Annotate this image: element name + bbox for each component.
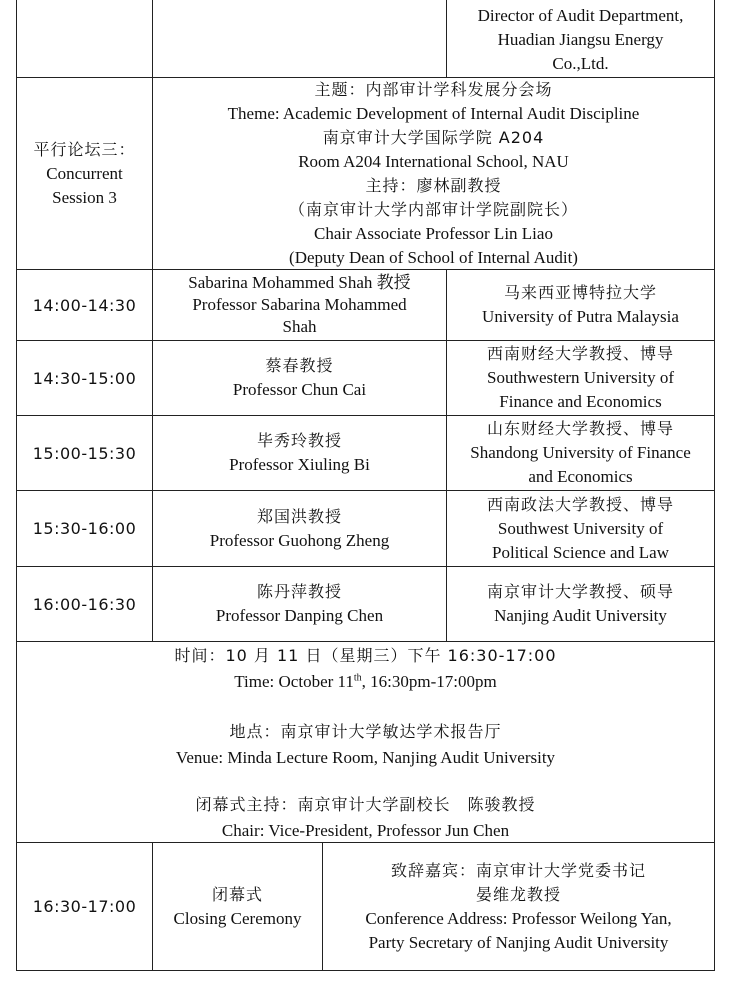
affiliation-line: and Economics: [528, 467, 633, 486]
event-cell: [153, 843, 322, 970]
closing-chair-en: Chair: Vice-President, Professor Jun Chen: [221, 821, 510, 840]
speaker-line: 蔡春教授: [265, 356, 334, 375]
session-label-en: Concurrent: [46, 163, 123, 183]
address-line: Conference Address: Professor Weilong Yan,: [365, 908, 672, 928]
event-cn: 闭幕式: [211, 884, 263, 904]
table-border-right: [714, 0, 715, 971]
speaker-cell: [153, 491, 446, 566]
col-divider: [152, 0, 153, 78]
affiliation-line: 山东财经大学教授、博导: [486, 419, 674, 438]
affiliation-line: Nanjing Audit University: [494, 606, 667, 625]
time-cell: [17, 416, 152, 490]
chair-title-cn: （南京审计大学内部审计学院副院长）: [288, 199, 578, 219]
affiliation-line: University of Putra Malaysia: [482, 307, 679, 326]
closing-venue-cn: 地点：南京审计大学敏达学术报告厅: [229, 722, 502, 741]
speaker-cell: [153, 341, 446, 415]
closing-info-cell: [17, 643, 714, 842]
speaker-line: Professor Xiuling Bi: [229, 455, 370, 474]
address-line: 致辞嘉宾：南京审计大学党委书记: [390, 860, 646, 880]
time-cell: [17, 491, 152, 566]
row-divider: [16, 641, 715, 642]
session-label-en: Session 3: [52, 187, 117, 207]
time-slot: 14:30-15:00: [32, 368, 137, 388]
speaker-line: 陈丹萍教授: [256, 582, 342, 601]
affiliation-line: Political Science and Law: [491, 542, 670, 562]
closing-time-en: [234, 669, 496, 695]
time-slot: 14:00-14:30: [32, 295, 137, 315]
speaker-line: 郑国洪教授: [256, 506, 342, 526]
speaker-line: Professor Chun Cai: [232, 380, 367, 399]
session-info-cell: [153, 78, 714, 269]
affiliation-line: Southwest University of: [497, 518, 664, 538]
speaker-line: Shah: [282, 317, 317, 336]
event-en: Closing Ceremony: [173, 908, 302, 928]
affiliation-cell: [447, 341, 714, 415]
speaker-line: Sabarina Mohammed Shah 教授: [188, 273, 411, 292]
top-affiliation-cell: [447, 2, 714, 77]
affiliation-line: Huadian Jiangsu Energy: [497, 29, 664, 49]
chair-title-en: (Deputy Dean of School of Internal Audit): [289, 247, 578, 267]
room-en: Room A204 International School, NAU: [298, 151, 569, 171]
room-cn: 南京审计大学国际学院 A204: [322, 127, 545, 147]
affiliation-line: 南京审计大学教授、硕导: [486, 582, 674, 601]
affiliation-line: Co.,Ltd.: [552, 53, 609, 73]
affiliation-line: 西南财经大学教授、博导: [486, 344, 674, 363]
speaker-cell: [153, 416, 446, 490]
affiliation-line: Shandong University of Finance: [470, 443, 691, 462]
closing-time-cn: 时间：10 月 11 日（星期三）下午 16:30-17:00: [174, 646, 557, 665]
chair-cn: 主持：廖林副教授: [365, 175, 502, 195]
affiliation-line: Southwestern University of: [487, 368, 674, 387]
time-cell: [17, 341, 152, 415]
theme-cn: 主题：内部审计学科发展分会场: [314, 79, 553, 99]
time-cell: [17, 567, 152, 641]
closing-venue-en: Venue: Minda Lecture Room, Nanjing Audit University: [175, 748, 556, 767]
time-slot: 15:00-15:30: [32, 443, 137, 463]
speaker-line: Professor Sabarina Mohammed: [192, 295, 407, 314]
address-line: Party Secretary of Nanjing Audit University: [368, 932, 669, 952]
session-label-cn: 平行论坛三：: [33, 139, 136, 159]
affiliation-cell: [447, 270, 714, 340]
affiliation-line: 马来西亚博特拉大学: [503, 283, 657, 302]
affiliation-cell: [447, 491, 714, 566]
affiliation-cell: [447, 416, 714, 490]
address-line: 晏维龙教授: [475, 884, 561, 904]
address-cell: [323, 843, 714, 970]
time-cell: [17, 270, 152, 340]
chair-en: Chair Associate Professor Lin Liao: [314, 223, 553, 243]
affiliation-cell: [447, 567, 714, 641]
closing-chair-cn: 闭幕式主持：南京审计大学副校长 陈骏教授: [195, 795, 536, 814]
row-divider: [16, 970, 715, 971]
speaker-line: Professor Danping Chen: [215, 606, 384, 625]
closing-time-en-sup: th: [353, 672, 362, 684]
speaker-cell: [153, 567, 446, 641]
affiliation-line: Finance and Economics: [499, 392, 662, 411]
closing-time-en-prefix: Time: October 11: [234, 672, 354, 691]
closing-time-en-suffix: , 16:30pm-17:00pm: [361, 672, 497, 691]
time-slot: 16:30-17:00: [32, 897, 137, 916]
speaker-line: 毕秀玲教授: [256, 431, 342, 450]
session-label-cell: [17, 78, 152, 269]
theme-en: Theme: Academic Development of Internal Audit Discipline: [227, 103, 640, 123]
affiliation-line: 西南政法大学教授、博导: [486, 494, 674, 514]
time-cell: [17, 843, 152, 970]
time-slot: 15:30-16:00: [32, 519, 137, 538]
speaker-line: Professor Guohong Zheng: [209, 530, 390, 550]
time-slot: 16:00-16:30: [32, 594, 137, 614]
affiliation-line: Director of Audit Department,: [477, 5, 684, 25]
speaker-cell: [153, 270, 446, 340]
